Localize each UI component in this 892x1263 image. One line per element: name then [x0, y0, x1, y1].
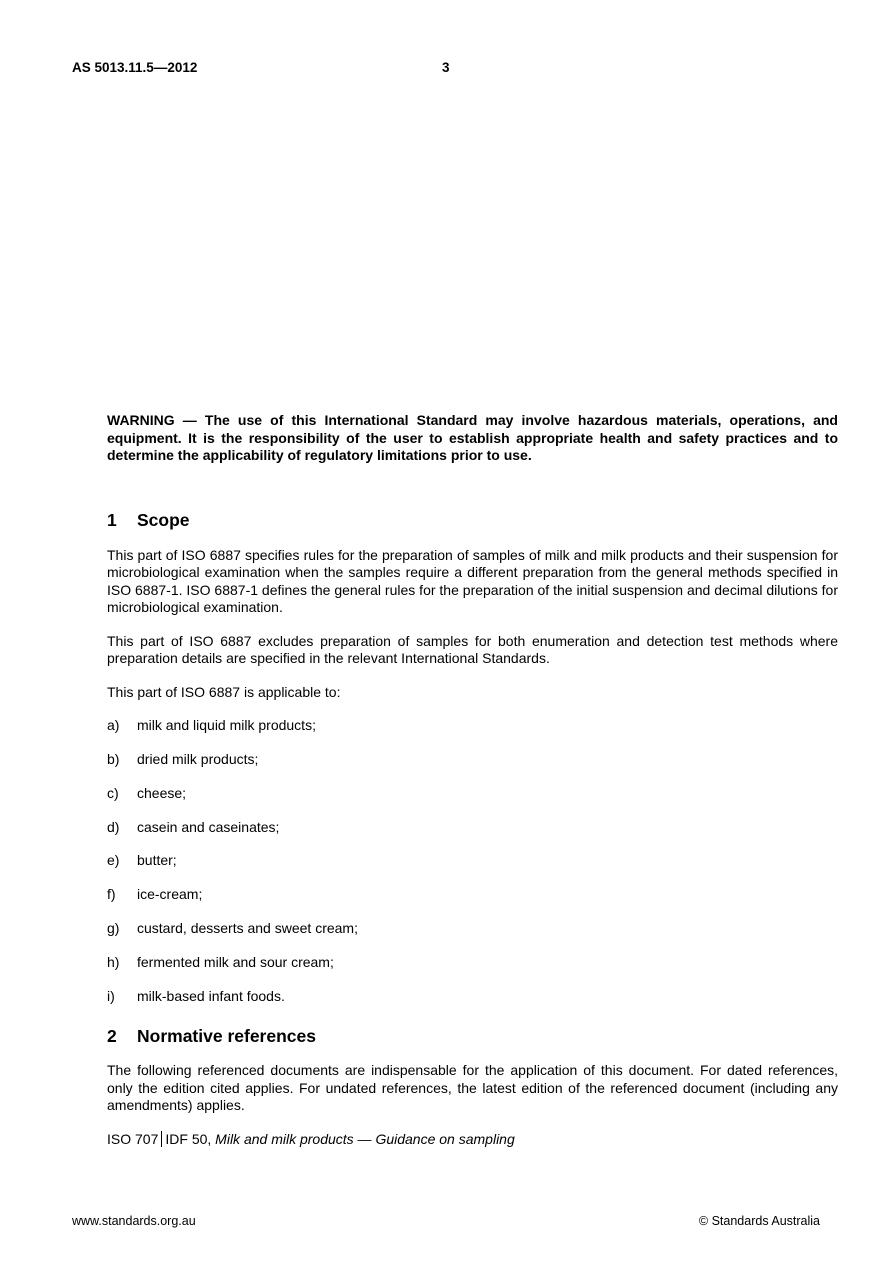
list-item-text: butter;	[137, 852, 177, 869]
list-item-text: milk and liquid milk products;	[137, 717, 316, 734]
list-item-letter: f)	[107, 886, 116, 903]
list-item-text: dried milk products;	[137, 751, 259, 768]
list-item-letter: g)	[107, 920, 120, 937]
separator-bar	[161, 1131, 162, 1147]
list-item	[107, 988, 838, 1006]
section-number: 1	[107, 509, 117, 530]
document-identifier: AS 5013.11.5—2012	[72, 60, 198, 75]
list-item-text: cheese;	[137, 784, 187, 801]
list-item	[107, 954, 838, 972]
list-item-text: custard, desserts and sweet cream;	[137, 920, 358, 937]
reference-title: Milk and milk products — Guidance on sampling	[215, 1130, 515, 1147]
normative-references-paragraph: The following referenced documents are indispensable for the application of this document. For dated references, only the edition cited applies. For undated references, the latest edition of the referenced document (including any amendments) applies.	[107, 1062, 838, 1114]
list-item-letter: h)	[107, 953, 120, 970]
section-title: Scope	[137, 509, 190, 530]
list-item-text: casein and caseinates;	[137, 818, 280, 835]
list-item	[107, 751, 838, 769]
list-item	[107, 785, 838, 803]
page-number: 3	[442, 60, 450, 75]
page-content	[107, 412, 838, 1148]
section-heading-scope	[107, 509, 838, 531]
scope-paragraph-2: This part of ISO 6887 excludes preparation of samples for both enumeration and detection test methods where preparation details are specified in the relevant International Standards.	[107, 632, 838, 666]
list-item	[107, 920, 838, 938]
list-item	[107, 852, 838, 870]
footer-copyright: © Standards Australia	[698, 1214, 820, 1228]
list-item-text: ice-cream;	[137, 886, 203, 903]
warning-notice: WARNING — The use of this International Standard may involve hazardous materials, operations, and equipment. It is the responsibility of the user to establish appropriate health and safety practices and to determine the applicability of regulatory limitations prior to use.	[107, 412, 838, 463]
list-item-letter: a)	[107, 717, 120, 734]
list-item	[107, 717, 838, 735]
section-number: 2	[107, 1026, 117, 1047]
list-item-text: milk-based infant foods.	[137, 987, 285, 1004]
normative-reference-entry	[107, 1131, 838, 1149]
list-item-letter: d)	[107, 818, 120, 835]
list-item-letter: e)	[107, 852, 120, 869]
scope-paragraph-1: This part of ISO 6887 specifies rules for the preparation of samples of milk and milk products and their suspension for microbiological examination when the samples require a different preparation from the general methods specified in ISO 6887-1. ISO 6887-1 defines the general rules for the preparation of the initial suspension and decimal dilutions for microbiological examination.	[107, 546, 838, 615]
list-item	[107, 886, 838, 904]
footer-website: www.standards.org.au	[72, 1214, 196, 1228]
applicability-list	[107, 717, 838, 1005]
list-item-letter: c)	[107, 784, 119, 801]
section-title: Normative references	[137, 1026, 316, 1047]
reference-iso-number: ISO 707	[107, 1130, 159, 1147]
list-item-letter: i)	[107, 987, 115, 1004]
list-item	[107, 819, 838, 837]
list-item-text: fermented milk and sour cream;	[137, 953, 334, 970]
reference-idf-number: IDF 50,	[165, 1130, 212, 1147]
section-heading-normative-references	[107, 1025, 838, 1047]
list-item-letter: b)	[107, 751, 120, 768]
scope-paragraph-3: This part of ISO 6887 is applicable to:	[107, 683, 341, 700]
